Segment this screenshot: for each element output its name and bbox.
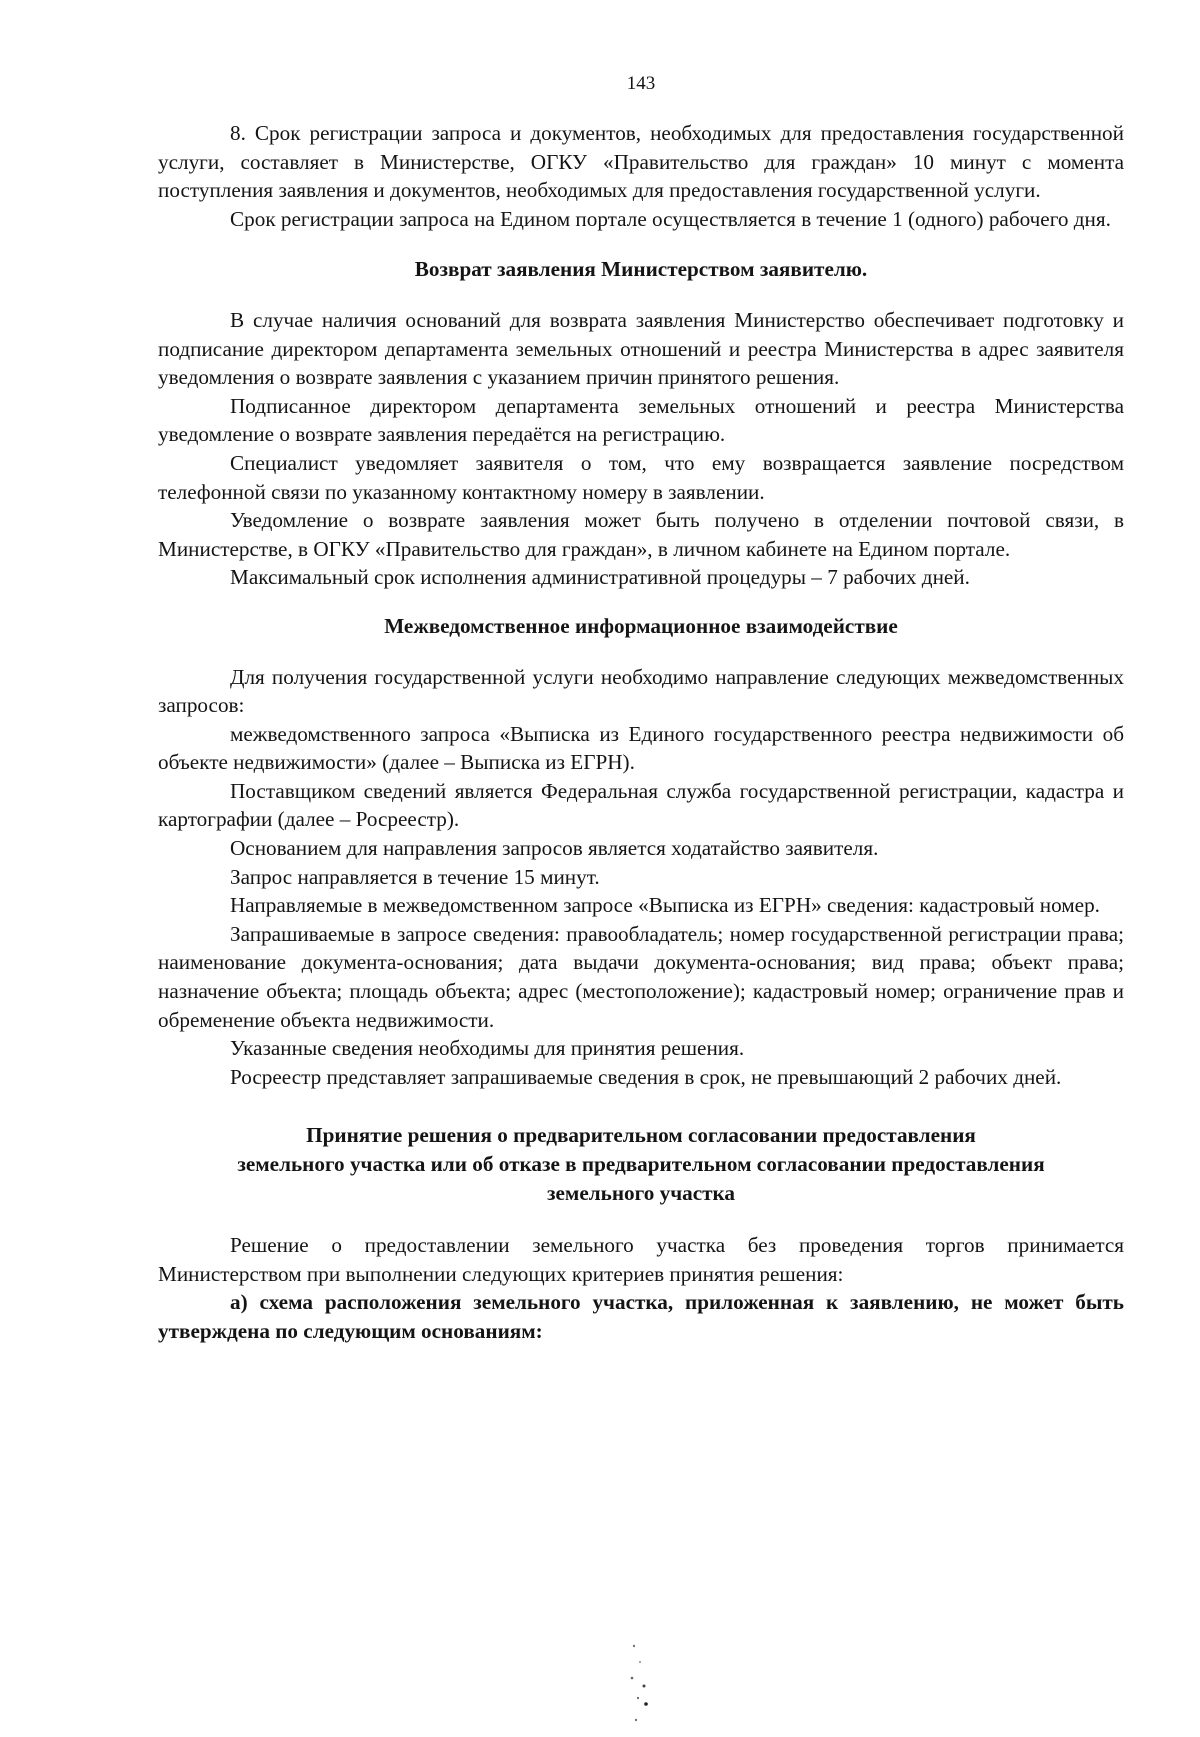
paragraph: Запрашиваемые в запросе сведения: правообладатель; номер государственной регистрации права; наименование документа-основания; дата выдачи документа-основания; вид права; объект права; назначение объекта; площадь объекта; адрес (местоположение); кадастровый номер; ограничение прав и обременение объекта недвижимости. (158, 921, 1124, 1032)
paragraph: Решение о предоставлении земельного участка без проведения торгов принимается Министерством при выполнении следующих критериев принятия решения: (158, 1233, 1124, 1286)
paragraph: Поставщиком сведений является Федеральная служба государственной регистрации, кадастра и картографии (далее – Росреестр). (158, 778, 1124, 832)
paragraph: Запрос направляется в течение 15 минут. (230, 864, 600, 889)
paragraph: Основанием для направления запросов является ходатайство заявителя. (230, 836, 879, 861)
paragraph: В случае наличия оснований для возврата заявления Министерство обеспечивает подготовку и подписание директором департамента земельных отношений и реестра Министерства в адрес заявителя уведомления о возврате заявления с указанием причин принятого решения. (158, 307, 1124, 390)
paragraph: Подписанное директором департамента земельных отношений и реестра Министерства уведомление о возврате заявления передаётся на регистрацию. (158, 393, 1124, 447)
paragraph: Направляемые в межведомственном запросе «Выписка из ЕГРН» сведения: кадастровый номер. (230, 893, 1100, 918)
scan-specks (620, 1640, 660, 1730)
paragraph: Максимальный срок исполнения административной процедуры – 7 рабочих дней. (230, 565, 970, 590)
paragraph: Уведомление о возврате заявления может быть получено в отделении почтовой связи, в Министерстве, в ОГКУ «Правительство для граждан», в личном кабинете на Едином портале. (158, 508, 1124, 561)
heading-line: земельного участка (546, 1180, 736, 1205)
paragraph-bold: а) схема расположения земельного участка, приложенная к заявлению, не может быть утверждена по следующим основаниям: (158, 1290, 1124, 1343)
heading-line: земельного участка или об отказе в предварительном согласовании предоставления (237, 1152, 1045, 1176)
document-body (158, 119, 1124, 1346)
paragraph: Для получения государственной услуги необходимо направление следующих межведомственных запросов: (158, 664, 1124, 718)
paragraph: 8. Срок регистрации запроса и документов, необходимых для предоставления государственной услуги, составляет в Министерстве, ОГКУ «Правительство для граждан» 10 минут с момента поступления заявления и документов, необходимых для предоставления государственной услуги. (158, 121, 1124, 203)
section-heading-return: Возврат заявления Министерством заявителю. (414, 257, 868, 282)
section-heading-interagency: Межведомственное информационное взаимодействие (384, 613, 898, 638)
heading-line: Принятие решения о предварительном согласовании предоставления (306, 1123, 976, 1148)
paragraph: Росреестр представляет запрашиваемые сведения в срок, не превышающий 2 рабочих дней. (230, 1064, 1062, 1089)
section-heading-decision (158, 1121, 1124, 1207)
page-number: 143 (626, 73, 656, 94)
paragraph: Срок регистрации запроса на Едином портале осуществляется в течение 1 (одного) рабочего дня. (230, 206, 1111, 231)
paragraph: межведомственного запроса «Выписка из Единого государственного реестра недвижимости об объекте недвижимости» (далее – Выписка из ЕГРН). (158, 721, 1124, 775)
paragraph: Специалист уведомляет заявителя о том, что ему возвращается заявление посредством телефонной связи по указанному контактному номеру в заявлении. (158, 450, 1124, 504)
paragraph: Указанные сведения необходимы для принятия решения. (230, 1036, 745, 1061)
